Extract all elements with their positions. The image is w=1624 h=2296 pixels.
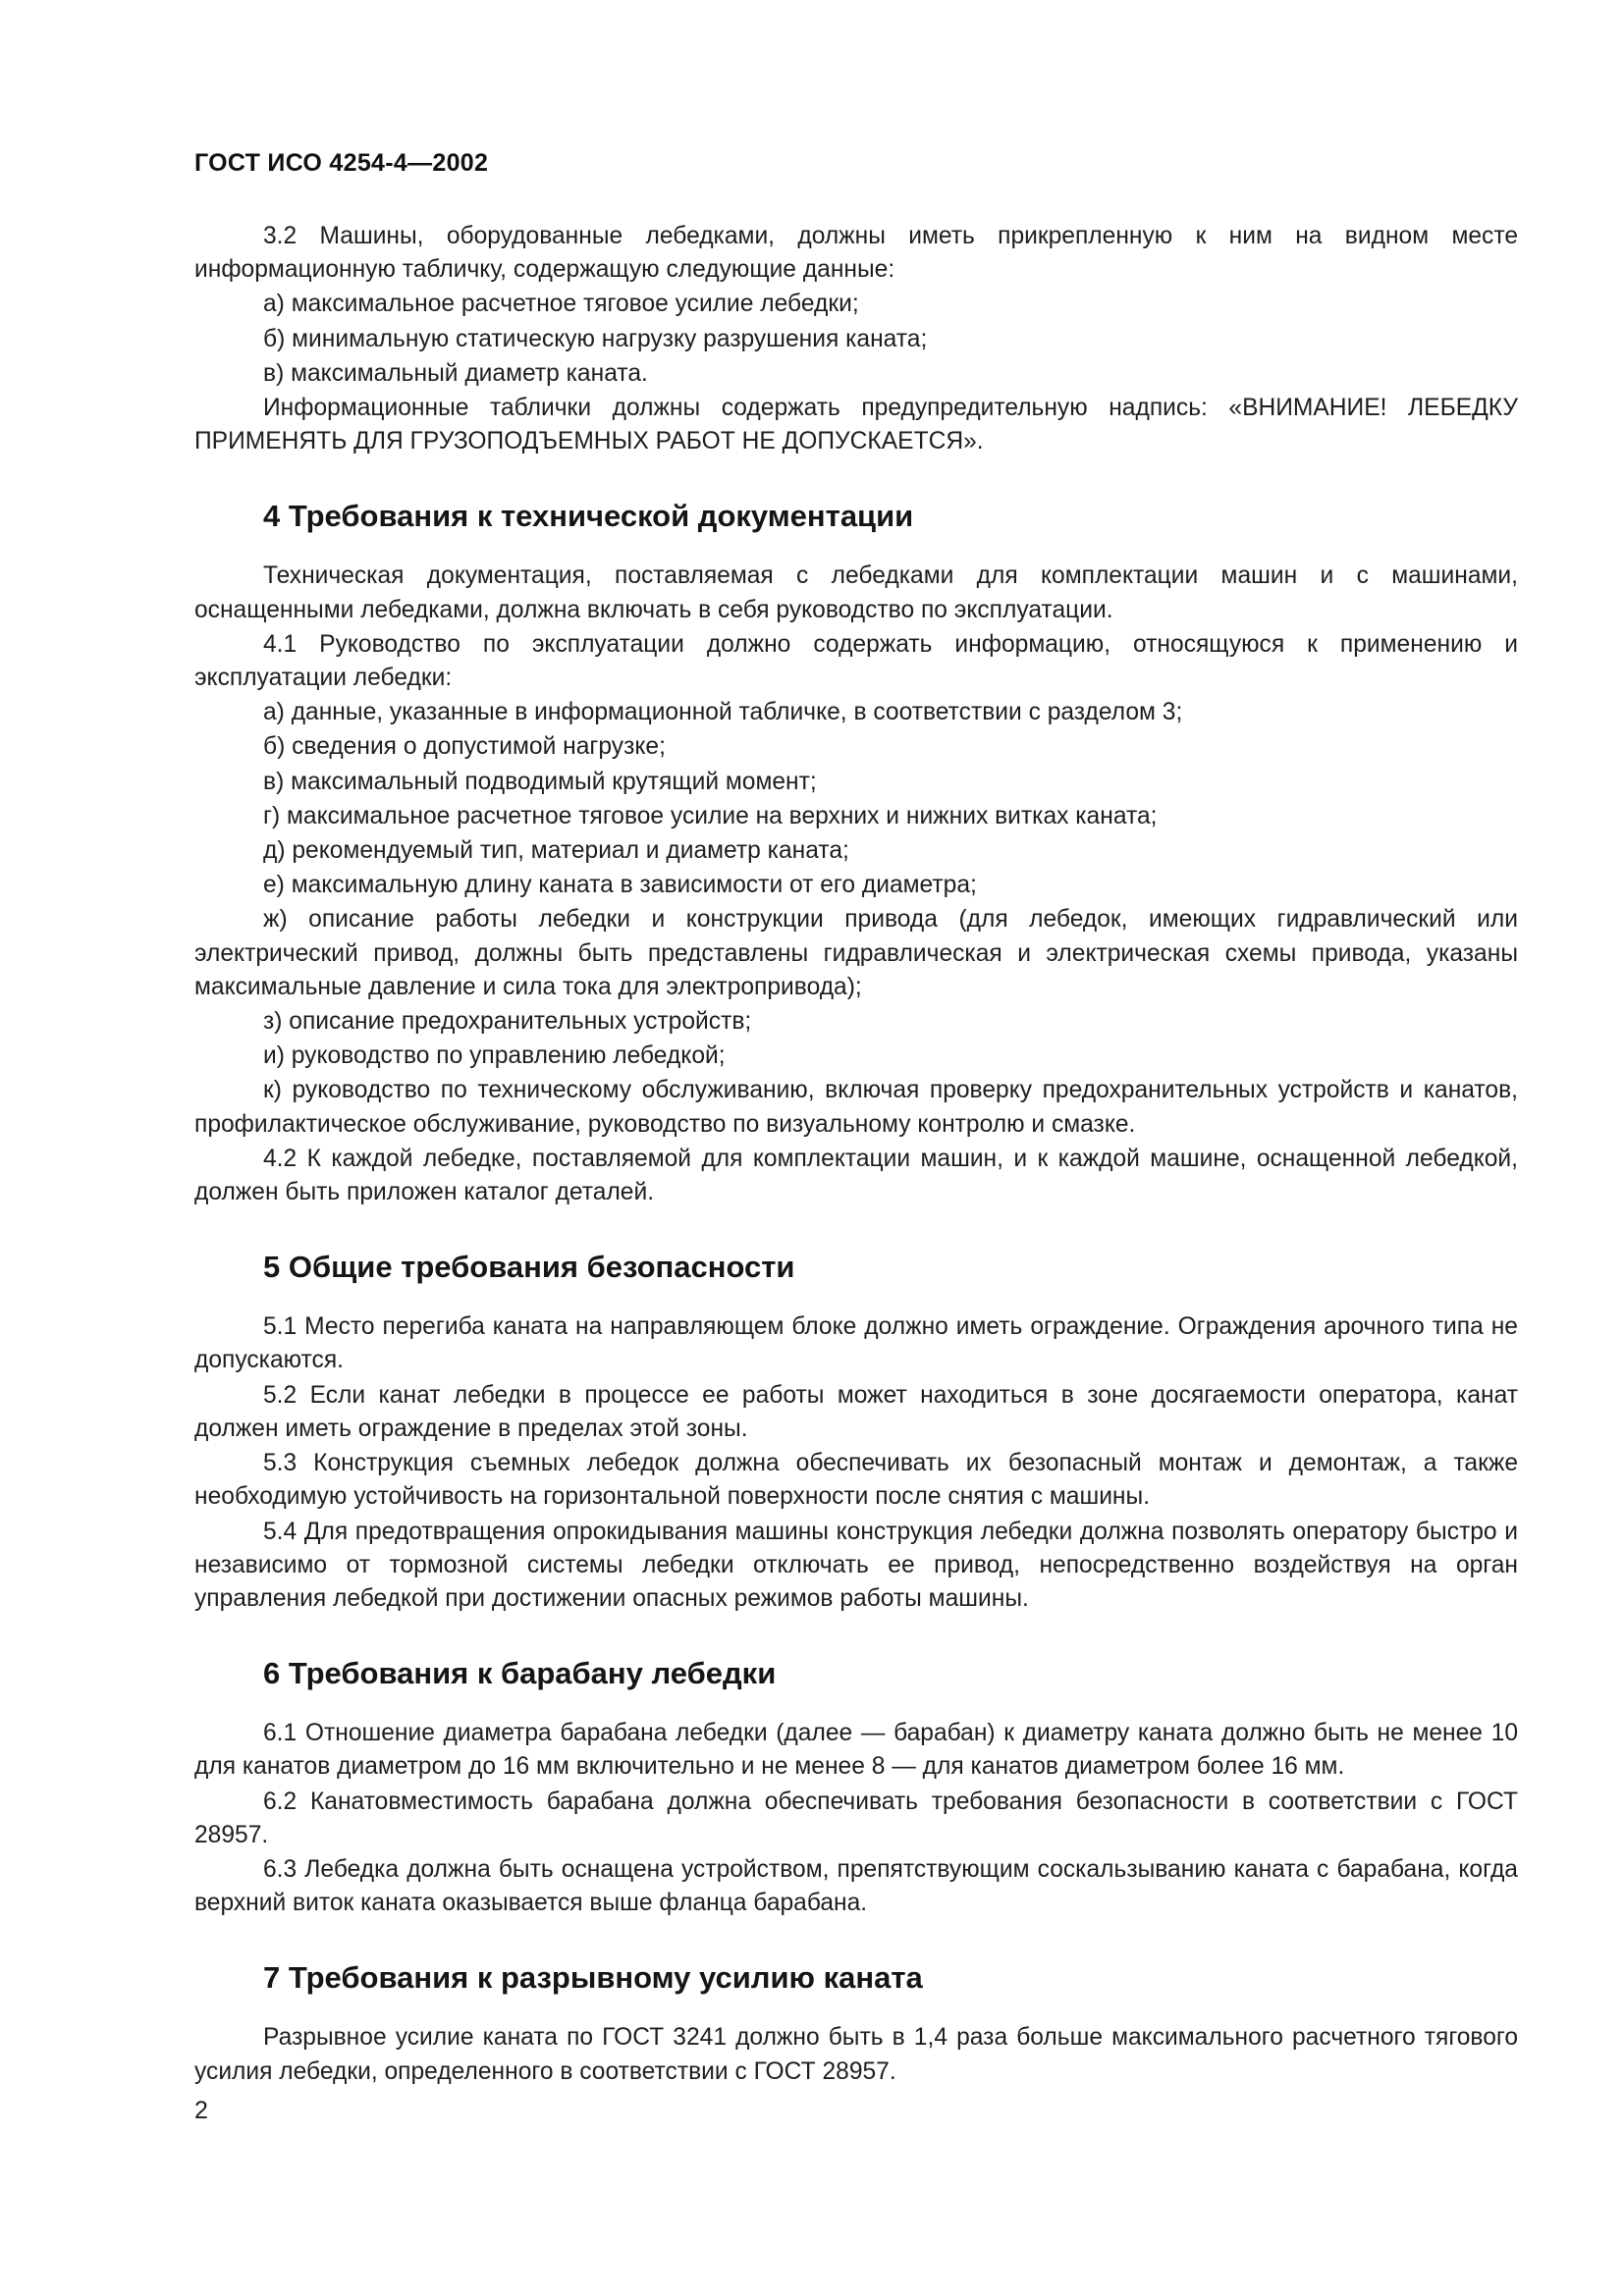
- paragraph: 4.1 Руководство по эксплуатации должно содержать информацию, относящуюся к применению и эксплуатации лебедки:: [194, 630, 1518, 692]
- list-item: е) максимальную длину каната в зависимости от его диаметра;: [263, 872, 977, 899]
- list-item: г) максимальное расчетное тяговое усилие на верхних и нижних витках каната;: [263, 802, 1158, 829]
- document-header: ГОСТ ИСО 4254-4—2002: [194, 149, 489, 177]
- paragraph: Техническая документация, поставляемая с лебедками для комплектации машин и с машинами, оснащенными лебедками, должна включать в себя руководство по эксплуатации.: [194, 562, 1518, 623]
- paragraph: 6.2 Канатовместимость барабана должна обеспечивать требования безопасности в соответствии с ГОСТ 28957.: [194, 1788, 1518, 1848]
- section-heading: 7 Требования к разрывному усилию каната: [263, 1960, 923, 1996]
- list-item: в) максимальный диаметр каната.: [263, 359, 648, 387]
- section-heading: 6 Требования к барабану лебедки: [263, 1656, 777, 1691]
- list-item: д) рекомендуемый тип, материал и диаметр каната;: [263, 837, 849, 865]
- list-item: а) данные, указанные в информационной табличке, в соответствии с разделом 3;: [263, 699, 1183, 726]
- list-item: б) минимальную статическую нагрузку разрушения каната;: [263, 325, 928, 352]
- section-heading: 4 Требования к технической документации: [263, 499, 914, 534]
- page-number: 2: [194, 2097, 208, 2124]
- paragraph: 5.4 Для предотвращения опрокидывания машины конструкция лебедки должна позволять оператору быстро и независимо от тормозной системы лебедки отключать ее привод, непосредственно воздействуя на орган управления лебедкой при достижении опасных режимов работы машины.: [194, 1518, 1518, 1612]
- list-item: ж) описание работы лебедки и конструкции привода (для лебедок, имеющих гидравлический или электрический привод, должны быть представлены гидравлическая и электрическая схемы привода, указаны максимальные давление и сила тока для электропривода);: [194, 906, 1518, 1000]
- list-item: в) максимальный подводимый крутящий момент;: [263, 768, 817, 795]
- paragraph: 5.1 Место перегиба каната на направляющем блоке должно иметь ограждение. Ограждения арочного типа не допускаются.: [194, 1313, 1518, 1374]
- section-heading: 5 Общие требования безопасности: [263, 1250, 795, 1285]
- paragraph: 5.3 Конструкция съемных лебедок должна обеспечивать их безопасный монтаж и демонтаж, а также необходимую устойчивость на горизонтальной поверхности после снятия с машины.: [194, 1450, 1518, 1511]
- paragraph: 6.1 Отношение диаметра барабана лебедки (далее — барабан) к диаметру каната должно быть не менее 10 для канатов диаметром до 16 мм включительно и не менее 8 — для канатов диаметром более 16 мм.: [194, 1720, 1518, 1781]
- paragraph: 4.2 К каждой лебедке, поставляемой для комплектации машин, и к каждой машине, оснащенной лебедкой, должен быть приложен каталог деталей.: [194, 1145, 1518, 1206]
- list-item: к) руководство по техническому обслуживанию, включая проверку предохранительных устройств и канатов, профилактическое обслуживание, руководство по визуальному контролю и смазке.: [194, 1077, 1518, 1138]
- paragraph: Разрывное усилие каната по ГОСТ 3241 должно быть в 1,4 раза больше максимального расчетного тягового усилия лебедки, определенного в соответствии с ГОСТ 28957.: [194, 2024, 1518, 2085]
- list-item: а) максимальное расчетное тяговое усилие лебедки;: [263, 291, 859, 318]
- paragraph: 6.3 Лебедка должна быть оснащена устройством, препятствующим соскальзыванию каната с барабана, когда верхний виток каната оказывается выше фланца барабана.: [194, 1855, 1518, 1917]
- paragraph: 5.2 Если канат лебедки в процессе ее работы может находиться в зоне досягаемости оператора, канат должен иметь ограждение в пределах этой зоны.: [194, 1381, 1518, 1442]
- list-item: з) описание предохранительных устройств;: [263, 1008, 752, 1036]
- list-item: и) руководство по управлению лебедкой;: [263, 1042, 726, 1070]
- clause-3-2: [194, 220, 1518, 458]
- document-body: [194, 220, 1518, 2089]
- paragraph: 3.2 Машины, оборудованные лебедками, должны иметь прикрепленную к ним на видном месте информационную табличку, содержащую следующие данные:: [194, 223, 1518, 284]
- section-5: [194, 1249, 1518, 1616]
- section-6: [194, 1655, 1518, 1920]
- section-7: [194, 1959, 1518, 2088]
- paragraph: Информационные таблички должны содержать предупредительную надпись: «ВНИМАНИЕ! ЛЕБЕДКУ ПРИМЕНЯТЬ ДЛЯ ГРУЗОПОДЪЕМНЫХ РАБОТ НЕ ДОПУСКАЕТСЯ».: [194, 395, 1518, 455]
- list-item: б) сведения о допустимой нагрузке;: [263, 733, 666, 761]
- section-4: [194, 498, 1518, 1209]
